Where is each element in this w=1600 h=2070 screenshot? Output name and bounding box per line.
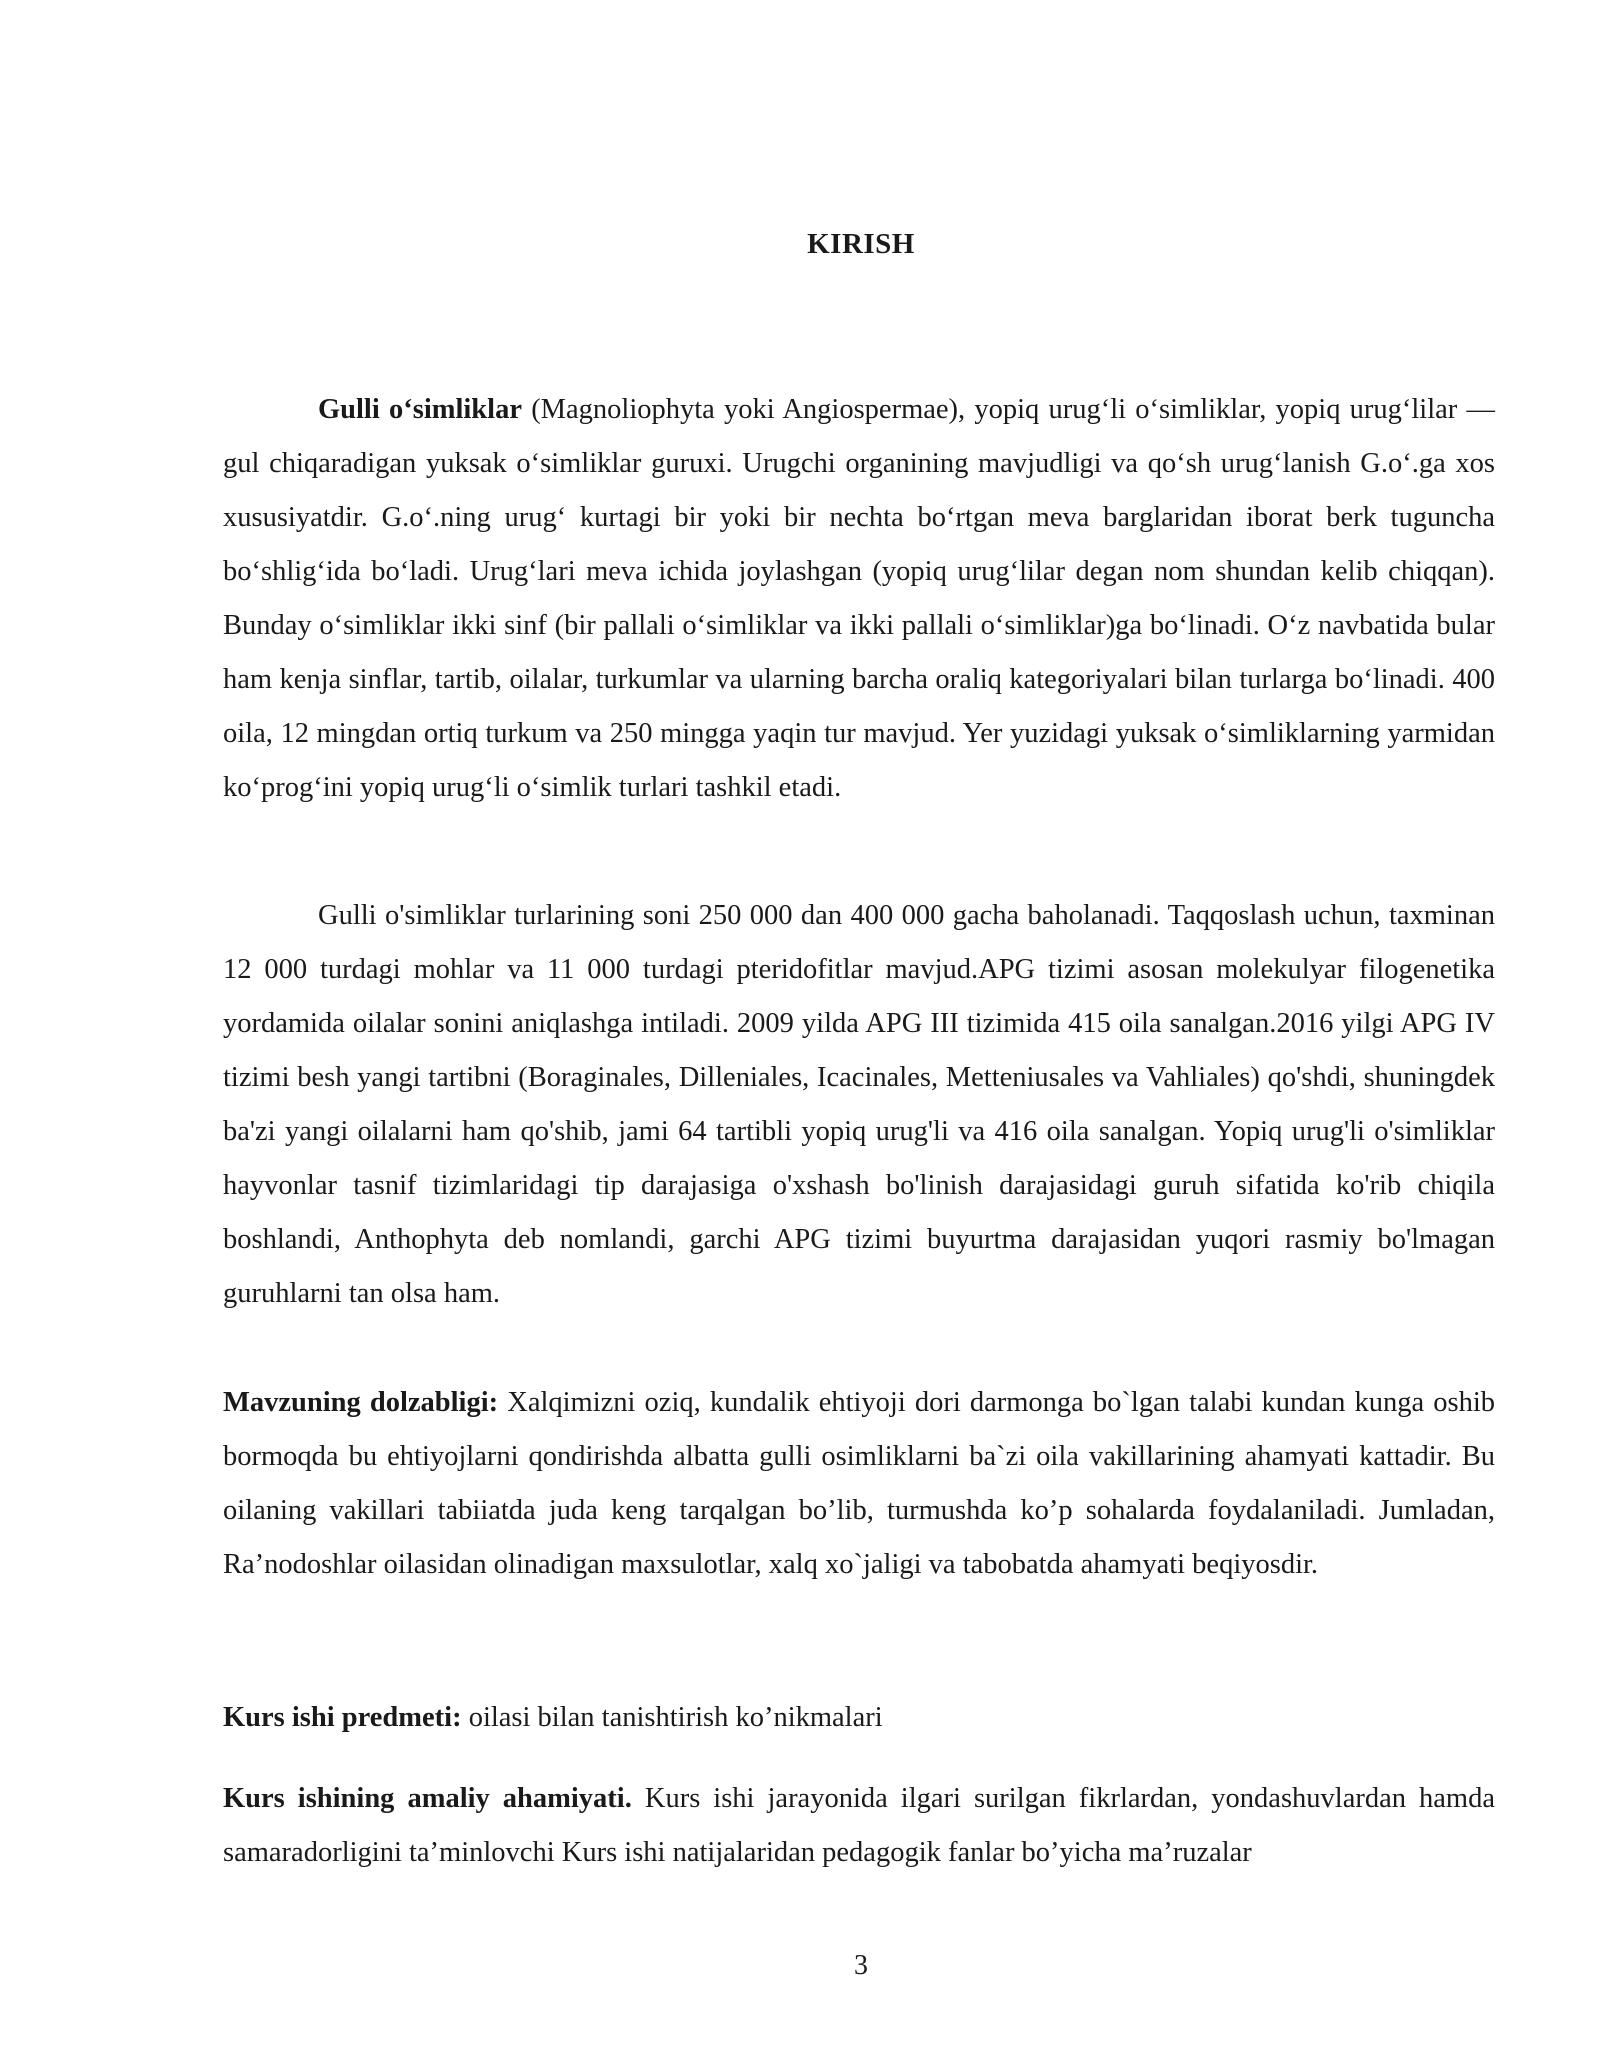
practical-label: Kurs ishining amaliy ahamiyati.: [223, 1783, 632, 1814]
practical-text: Kurs ishi jarayonida ilgari surilgan fikrlardan, yondashuvlardan hamda samaradorligini ta’minlovchi Kurs ishi natijalaridan pedagogik fanlar bo’yicha ma’ruzalar: [223, 1783, 1495, 1868]
subject-paragraph: [223, 1691, 1495, 1745]
relevance-paragraph-block: [223, 1376, 1495, 1592]
practical-paragraph: [223, 1772, 1495, 1880]
relevance-paragraph: [223, 1376, 1495, 1592]
section-heading: KIRISH: [807, 228, 915, 260]
intro-paragraph-block: [223, 383, 1495, 815]
subject-paragraph-block: [223, 1691, 1495, 1745]
species-paragraph: Gulli o'simliklar turlarining soni 250 000 dan 400 000 gacha baholanadi. Taqqoslash uchun, taxminan 12 000 turdagi mohlar va 11 000 turdagi pteridofitlar mavjud.APG tizimi asosan molekulyar filogenetika yordamida oilalar sonini aniqlashga intiladi. 2009 yilda APG III tizimida 415 oila sanalgan.2016 yilgi APG IV tizimi besh yangi tartibni (Boraginales, Dilleniales, Icacinales, Metteniusales va Vahliales) qo'shdi, shuningdek ba'zi yangi oilalarni ham qo'shib, jami 64 tartibli yopiq urug'li va 416 oila sanalgan. Yopiq urug'li o'simliklar hayvonlar tasnif tizimlaridagi tip darajasiga o'xshash bo'linish darajasidagi guruh sifatida ko'rib chiqila boshlandi, Anthophyta deb nomlandi, garchi APG tizimi buyurtma darajasidan yuqori rasmiy bo'lmagan guruhlarni tan olsa ham.: [223, 900, 1495, 1309]
intro-text: (Magnoliophyta yoki Angiospermae), yopiq urug‘li o‘simliklar, yopiq urug‘lilar — gul chiqaradigan yuksak o‘simliklar guruxi. Urugchi organining mavjudligi va qo‘sh urug‘lanish G.o‘.ga xos xususiyatdir. G.o‘.ning urug‘ kurtagi bir yoki bir nechta bo‘rtgan meva barglaridan iborat berk tuguncha bo‘shlig‘ida bo‘ladi. Urug‘lari meva ichida joylashgan (yopiq urug‘lilar degan nom shundan kelib chiqqan). Bunday o‘simliklar ikki sinf (bir pallali o‘simliklar va ikki pallali o‘simliklar)ga bo‘linadi. O‘z navbatida bular ham kenja sinflar, tartib, oilalar, turkumlar va ularning barcha oraliq kategoriyalari bilan turlarga bo‘linadi. 400 oila, 12 mingdan ortiq turkum va 250 mingga yaqin tur mavjud. Yer yuzidagi yuksak o‘simliklarning yarmidan ko‘prog‘ini yopiq urug‘li o‘simlik turlari tashkil etadi.: [223, 394, 1495, 803]
relevance-label: Mavzuning dolzabligi:: [223, 1387, 499, 1418]
page-number: 3: [854, 1950, 868, 1981]
practical-paragraph-block: [223, 1772, 1495, 1880]
intro-paragraph: [223, 383, 1495, 815]
intro-lead-term: Gulli o‘simliklar: [318, 394, 522, 425]
subject-label: Kurs ishi predmeti:: [223, 1702, 462, 1733]
subject-text: oilasi bilan tanishtirish ko’nikmalari: [461, 1702, 883, 1733]
relevance-text: Xalqimizni oziq, kundalik ehtiyoji dori darmonga bo`lgan talabi kundan kunga oshib bormoqda bu ehtiyojlarni qondirishda albatta gulli osimliklarni ba`zi oila vakillarining ahamyati kattadir. Bu oilaning vakillari tabiiatda juda keng tarqalgan bo’lib, turmushda ko’p sohalarda foydalaniladi. Jumladan, Ra’nodoshlar oilasidan olinadigan maxsulotlar, xalq xo`jaligi va tabobatda ahamyati beqiyosdir.: [223, 1387, 1495, 1580]
species-paragraph-block: [223, 889, 1495, 1321]
